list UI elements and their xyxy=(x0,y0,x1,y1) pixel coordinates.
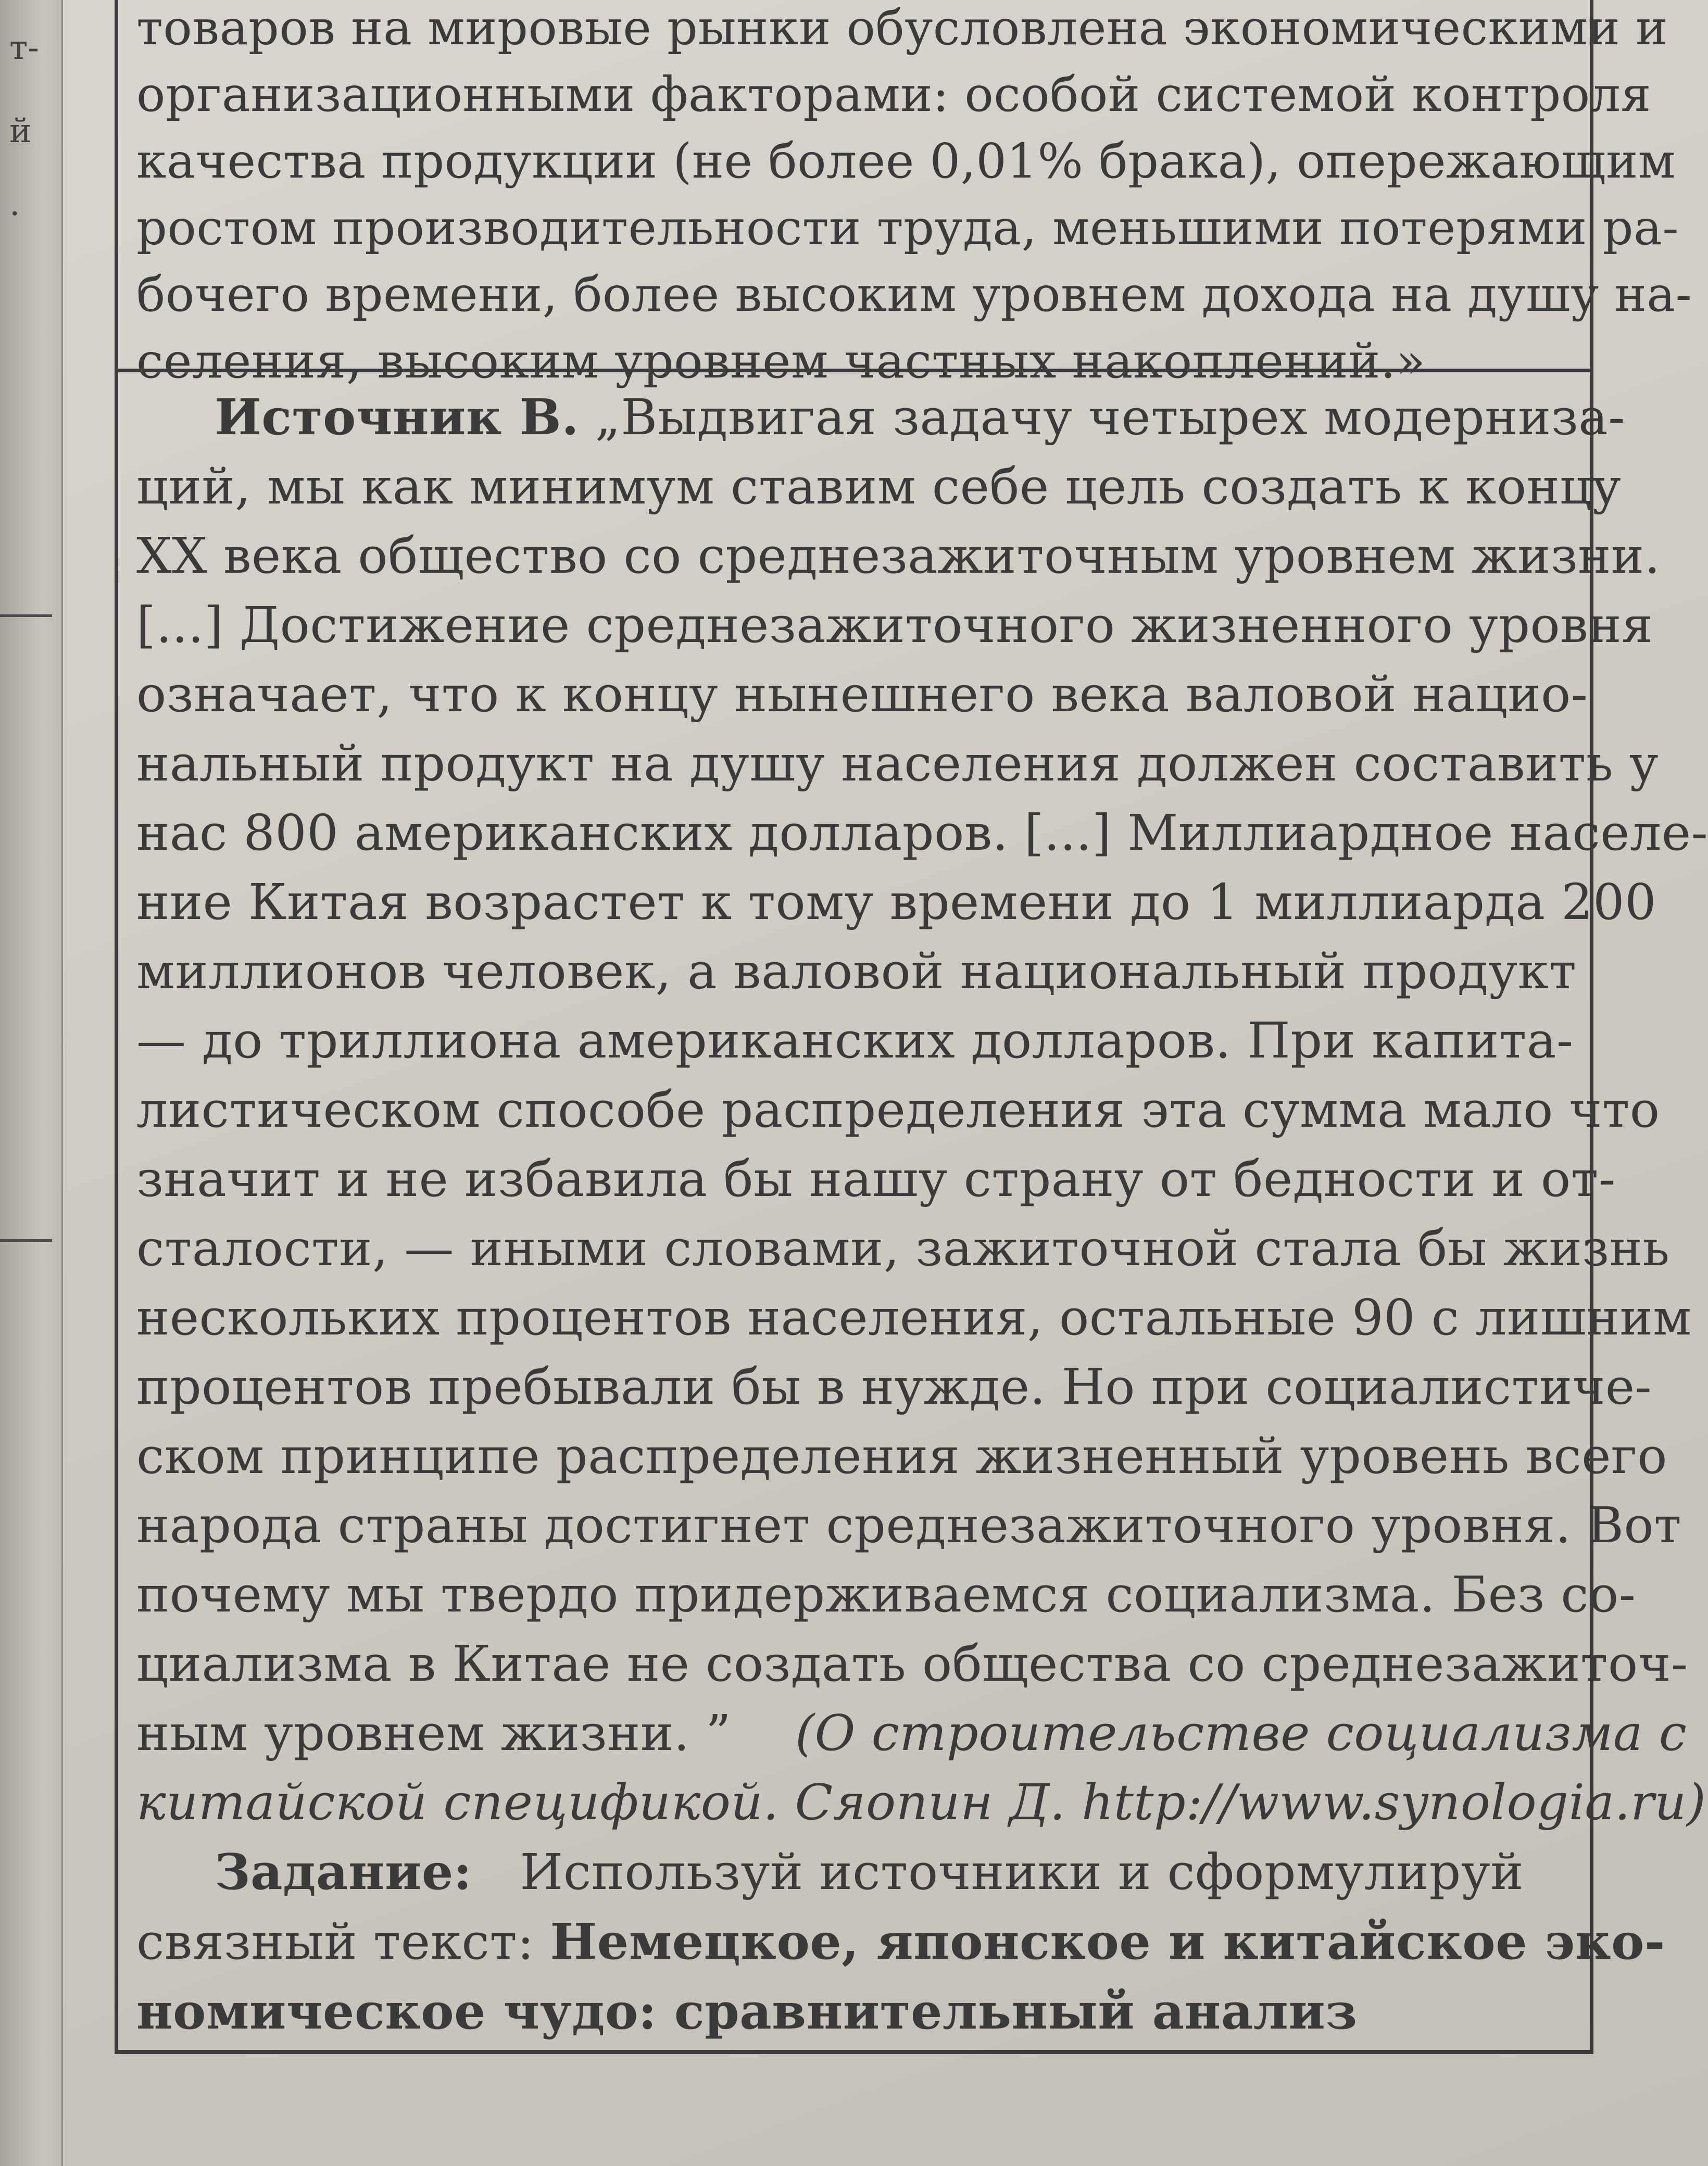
text-line: ростом производительности труда, меньшими потерями ра- xyxy=(136,200,1679,256)
text-line: ций, мы как минимум ставим себе цель создать к концу xyxy=(136,458,1622,515)
text-line: организационными факторами: особой системой контроля xyxy=(136,67,1652,122)
task-topic-line: номическое чудо: сравнительный анализ xyxy=(136,1983,1358,2041)
text-line: товаров на мировые рынки обусловлена экономическими и xyxy=(136,0,1668,56)
task-topic: Немецкое, японское и китайское эко- xyxy=(550,1913,1665,1971)
text-fragment: Используй источники и сформулируй xyxy=(520,1844,1524,1901)
text-line: означает, что к концу нынешнего века валовой нацио- xyxy=(136,666,1588,723)
text-line: нескольких процентов населения, остальные 90 с лишним xyxy=(136,1289,1692,1346)
adjacent-page-edge xyxy=(0,0,63,2166)
text-line: — до триллиона американских долларов. При капита- xyxy=(136,1012,1574,1069)
citation: (О строительстве социализма с xyxy=(795,1705,1687,1762)
margin-fragment: . xyxy=(9,185,20,223)
text-line: нальный продукт на душу населения должен составить у xyxy=(136,735,1659,792)
task-label: Задание: xyxy=(215,1843,472,1901)
margin-rule xyxy=(0,1239,52,1242)
text-fragment: связный текст: xyxy=(136,1913,534,1971)
text-fragment: ным уровнем жизни. ” xyxy=(136,1705,732,1762)
source-b-box xyxy=(115,0,1692,389)
source-b-text xyxy=(136,0,1692,395)
source-v-box xyxy=(115,372,1708,2054)
margin-fragment: й xyxy=(9,112,32,150)
text-line: циализма в Китае не создать общества со среднезажиточ- xyxy=(136,1635,1688,1693)
book-page xyxy=(78,0,1708,2166)
text-line: сталости, — иными словами, зажиточной стала бы жизнь xyxy=(136,1220,1670,1277)
task-line xyxy=(136,1837,1572,1907)
text-line: почему мы твердо придерживаемся социализма. Без со- xyxy=(136,1566,1636,1623)
text-line: ние Китая возрастет к тому времени до 1 миллиарда 200 xyxy=(136,874,1657,931)
source-v-first-line xyxy=(136,383,1625,452)
text-line: народа страны достигнет среднезажиточного уровня. Вот xyxy=(136,1497,1682,1554)
text-line: миллионов человек, а валовой национальный продукт xyxy=(136,943,1577,1000)
text-line: XX века общество со среднезажиточным уровнем жизни. xyxy=(136,527,1661,585)
text-line: качества продукции (не более 0,01% брака), опережающим xyxy=(136,133,1676,189)
text-fragment: „Выдвигая задачу четырех модерниза- xyxy=(595,389,1625,446)
text-line: процентов пребывали бы в нужде. Но при социалистиче- xyxy=(136,1358,1652,1416)
task-line xyxy=(136,1907,1665,1977)
text-line: ском принципе распределения жизненный уровень всего xyxy=(136,1428,1667,1485)
text-line: листическом способе распределения эта сумма мало что xyxy=(136,1081,1660,1139)
text-line: нас 800 американских долларов. [...] Миллиардное населе- xyxy=(136,804,1708,862)
margin-rule xyxy=(0,614,52,617)
text-line: селения, высоким уровнем частных накоплений.» xyxy=(136,333,1426,389)
text-line: [...] Достижение среднезажиточного жизненного уровня xyxy=(136,597,1653,654)
text-line: значит и не избавила бы нашу страну от бедности и от- xyxy=(136,1151,1616,1208)
source-v-label: Источник В. xyxy=(215,388,579,446)
citation-line: китайской спецификой. Сяопин Д. http://www.synologia.ru) xyxy=(136,1774,1706,1831)
source-v-text xyxy=(136,383,1708,2046)
text-line: бочего времени, более высоким уровнем дохода на душу на- xyxy=(136,267,1692,322)
margin-fragment: т- xyxy=(9,29,40,67)
text-line-with-citation xyxy=(136,1699,1687,1768)
